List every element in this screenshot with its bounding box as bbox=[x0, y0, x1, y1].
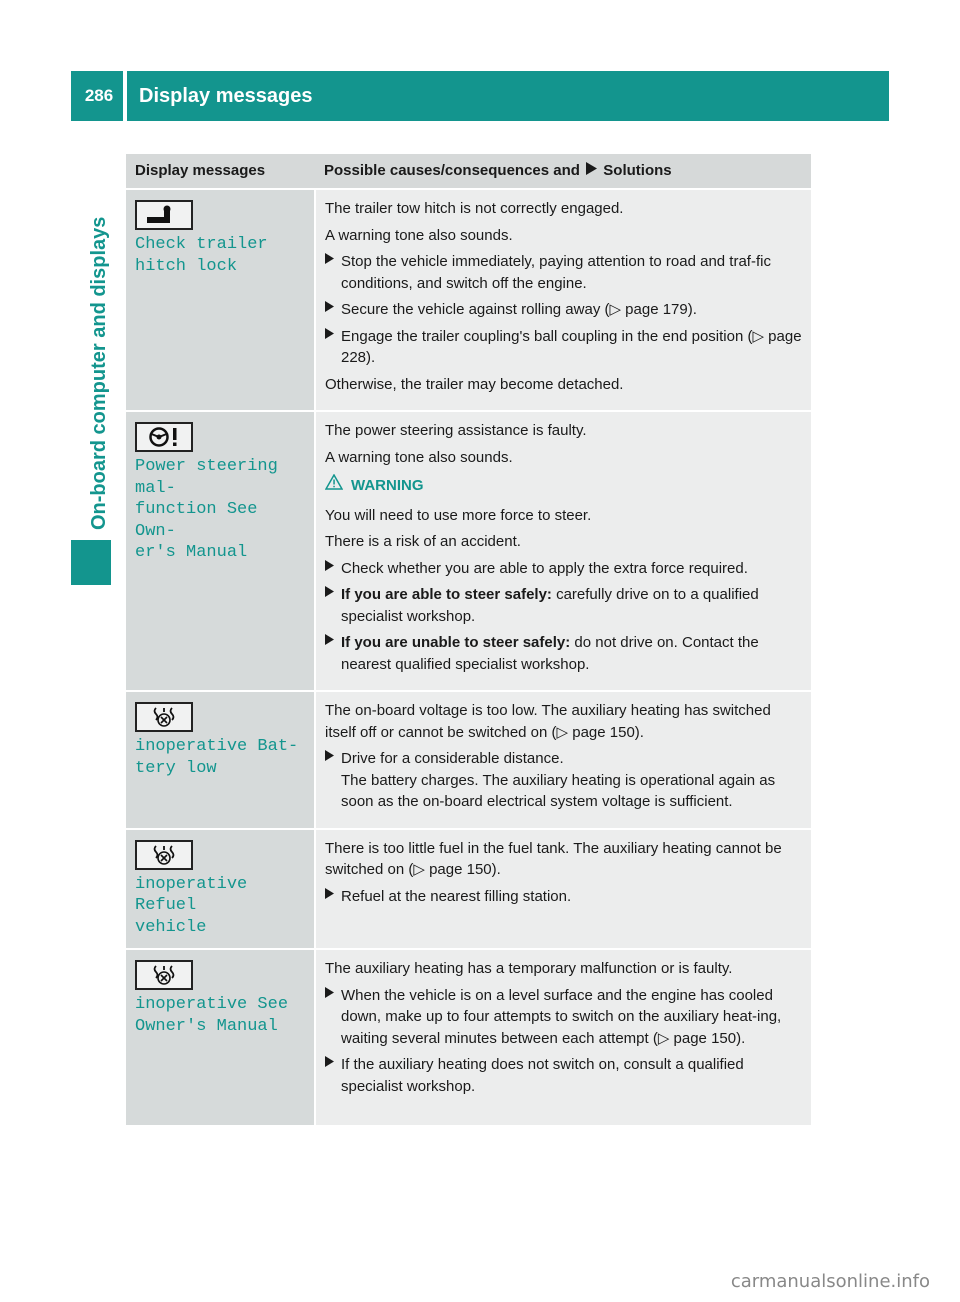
arrow-right-icon bbox=[325, 985, 341, 1050]
list-item: Drive for a considerable distance. The battery charges. The auxiliary heating is operational again as soon as the on-board electrical system voltage is sufficient. bbox=[325, 748, 804, 813]
arrow-right-icon bbox=[325, 251, 341, 294]
side-tab-marker bbox=[71, 540, 111, 585]
auxiliary-heating-icon bbox=[135, 702, 193, 732]
display-cell bbox=[126, 829, 315, 950]
column-header-solutions: Possible causes/consequences and Solutions bbox=[315, 154, 811, 189]
side-tab-label-wrap bbox=[84, 170, 118, 530]
list-item: Refuel at the nearest filling station. bbox=[325, 886, 804, 908]
table-row bbox=[126, 949, 811, 1126]
solution-cell: The trailer tow hitch is not correctly engaged. A warning tone also sounds. Stop the vehicle immediately, paying attention to road and traf-fic conditions, and switch off the engine. Secure the vehicle against rolling away (▷ page 179). Engage the trailer coupling's ball coupling in the end position (▷ page 228). Otherwise, the trailer may become detached. bbox=[315, 189, 811, 411]
list-item: Secure the vehicle against rolling away (▷ page 179). bbox=[325, 299, 804, 321]
solution-cell: The on-board voltage is too low. The auxiliary heating has switched itself off or cannot be switched on (▷ page 150). Drive for a considerable distance. The battery charges. The auxiliary heating is operational again as soon as the on-board electrical system voltage is sufficient. bbox=[315, 691, 811, 829]
power-steering-warning-icon bbox=[135, 422, 193, 452]
watermark: carmanualsonline.info bbox=[730, 1271, 930, 1292]
solution-cell: The power steering assistance is faulty. A warning tone also sounds. WARNING You will need to use more force to steer. There is a risk of an accident. Check whether you are able to apply the extra force required. If you are able to steer safely: carefully drive on to a qualified specialist workshop. If you are unable to steer safely: do not drive on. Contact the nearest qualified specialist workshop. bbox=[315, 411, 811, 691]
display-message-text: inoperative Refuel vehicle bbox=[135, 874, 248, 937]
list-item: When the vehicle is on a level surface and the engine has cooled down, make up to four attempts to switch on the auxiliary heat-ing, waiting several minutes between each attempt (▷ page 150). bbox=[325, 985, 804, 1050]
display-messages-table bbox=[126, 154, 811, 1127]
section-title: Display messages bbox=[127, 71, 889, 121]
arrow-right-icon bbox=[325, 299, 341, 321]
display-message-text: inoperative Bat‐ tery low bbox=[135, 737, 299, 778]
display-cell bbox=[126, 691, 315, 829]
auxiliary-heating-icon bbox=[135, 840, 193, 870]
list-item: Stop the vehicle immediately, paying attention to road and traf-fic conditions, and switch off the engine. bbox=[325, 251, 804, 294]
table-row bbox=[126, 411, 811, 691]
page-number: 286 bbox=[71, 71, 123, 121]
warning-triangle-icon bbox=[325, 474, 343, 497]
arrow-right-icon bbox=[325, 886, 341, 908]
solution-cell: The auxiliary heating has a temporary malfunction or is faulty. When the vehicle is on a level surface and the engine has cooled down, make up to four attempts to switch on the auxiliary heat-ing, waiting several minutes between each attempt (▷ page 150). If the auxiliary heating does not switch on, consult a qualified specialist workshop. bbox=[315, 949, 811, 1126]
warning-notice: WARNING bbox=[325, 474, 804, 497]
arrow-right-icon bbox=[586, 160, 597, 182]
page-header bbox=[71, 71, 889, 121]
display-cell bbox=[126, 411, 315, 691]
list-item: If the auxiliary heating does not switch on, consult a qualified specialist workshop. bbox=[325, 1054, 804, 1097]
arrow-right-icon bbox=[325, 1054, 341, 1097]
list-item: If you are unable to steer safely: do not drive on. Contact the nearest qualified specialist workshop. bbox=[325, 632, 804, 675]
side-tab-label: On-board computer and displays bbox=[88, 216, 110, 530]
display-message-text: Power steering mal‐ function See Own‐ er's Manual bbox=[135, 457, 278, 562]
display-cell bbox=[126, 189, 315, 411]
table-row bbox=[126, 189, 811, 411]
table-header-row bbox=[126, 154, 811, 189]
auxiliary-heating-icon bbox=[135, 960, 193, 990]
arrow-right-icon bbox=[325, 326, 341, 369]
display-cell bbox=[126, 949, 315, 1126]
arrow-right-icon bbox=[325, 558, 341, 580]
solution-cell: There is too little fuel in the fuel tank. The auxiliary heating cannot be switched on (▷ page 150). Refuel at the nearest filling station. bbox=[315, 829, 811, 950]
list-item: Engage the trailer coupling's ball coupling in the end position (▷ page 228). bbox=[325, 326, 804, 369]
arrow-right-icon bbox=[325, 632, 341, 675]
column-header-display-messages: Display messages bbox=[126, 154, 315, 189]
arrow-right-icon bbox=[325, 584, 341, 627]
display-message-text: Check trailer hitch lock bbox=[135, 235, 268, 276]
table-row bbox=[126, 691, 811, 829]
table-row bbox=[126, 829, 811, 950]
trailer-hitch-icon bbox=[135, 200, 193, 230]
list-item: Check whether you are able to apply the extra force required. bbox=[325, 558, 804, 580]
display-message-text: inoperative See Owner's Manual bbox=[135, 995, 289, 1036]
arrow-right-icon bbox=[325, 748, 341, 813]
list-item: If you are able to steer safely: carefully drive on to a qualified specialist workshop. bbox=[325, 584, 804, 627]
